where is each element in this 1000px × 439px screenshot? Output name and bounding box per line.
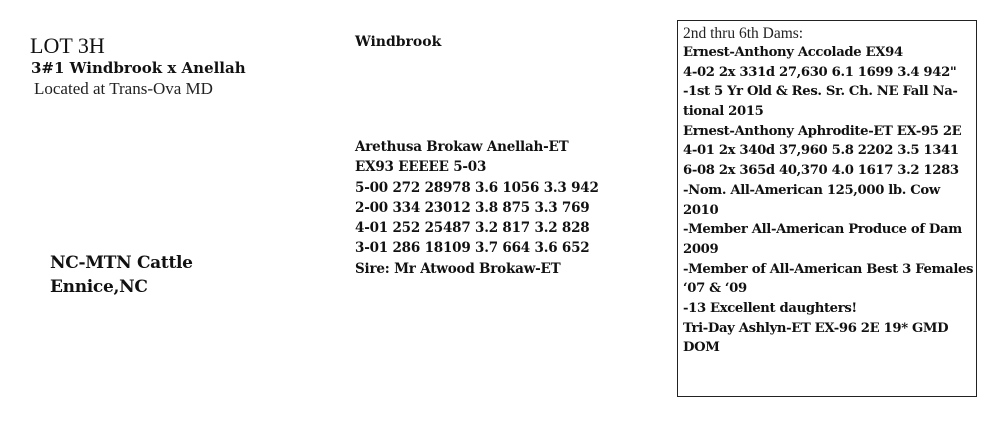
- dams-box-line: ‘07 & ‘09: [683, 281, 747, 297]
- dams-box-line: -13 Excellent daughters!: [683, 300, 857, 316]
- dams-box-line: DOM: [683, 340, 720, 356]
- dams-box-line: 2009: [683, 241, 719, 257]
- consignor-city: Ennice,NC: [50, 277, 148, 297]
- dams-box-line: Ernest-Anthony Accolade EX94: [683, 45, 903, 60]
- dam-record-line: 4-01 252 25487 3.2 817 3.2 828: [355, 220, 590, 237]
- dams-box-lines: [683, 43, 974, 358]
- dam-name: Arethusa Brokaw Anellah-ET: [355, 139, 569, 155]
- dams-box-line: 4-02 2x 331d 27,630 6.1 1699 3.4 942": [683, 64, 957, 80]
- dams-pedigree-box: [677, 20, 977, 397]
- lot-header: [30, 34, 246, 100]
- consignor-name: NC-MTN Cattle: [50, 253, 193, 273]
- dam-record-line: 2-00 334 23012 3.8 875 3.3 769: [355, 199, 590, 216]
- dams-box-line: -Nom. All-American 125,000 lb. Cow: [683, 182, 940, 198]
- dams-box-line: -Member All-American Produce of Dam: [683, 222, 962, 238]
- dam-classification: EX93 EEEEE 5-03: [355, 159, 487, 176]
- dams-box-header: 2nd thru 6th Dams:: [683, 25, 804, 42]
- lot-location: Located at Trans-Ova MD: [34, 79, 213, 98]
- consignor-block: [50, 251, 193, 299]
- dams-box-line: tional 2015: [683, 104, 764, 120]
- sire-name: Windbrook: [355, 34, 442, 50]
- dam-record: [355, 137, 599, 279]
- lot-subtitle: 3#1 Windbrook x Anellah: [31, 59, 246, 77]
- dams-box-line: Ernest-Anthony Aphrodite-ET EX-95 2E: [683, 123, 962, 139]
- dams-box-line: Tri-Day Ashlyn-ET EX-96 2E 19* GMD: [683, 320, 949, 336]
- dams-box-line: -1st 5 Yr Old & Res. Sr. Ch. NE Fall Na-: [683, 84, 958, 100]
- dams-box-line: 2010: [683, 202, 719, 218]
- lot-title: LOT 3H: [30, 33, 105, 58]
- dams-box-line: 6-08 2x 365d 40,370 4.0 1617 3.2 1283: [683, 163, 959, 179]
- dam-record-line: 5-00 272 28978 3.6 1056 3.3 942: [355, 179, 599, 196]
- dam-record-line: 3-01 286 18109 3.7 664 3.6 652: [355, 240, 590, 257]
- dam-sire: Sire: Mr Atwood Brokaw-ET: [355, 260, 561, 277]
- dams-box-line: -Member of All-American Best 3 Females: [683, 261, 974, 277]
- dams-box-line: 4-01 2x 340d 37,960 5.8 2202 3.5 1341: [683, 143, 959, 159]
